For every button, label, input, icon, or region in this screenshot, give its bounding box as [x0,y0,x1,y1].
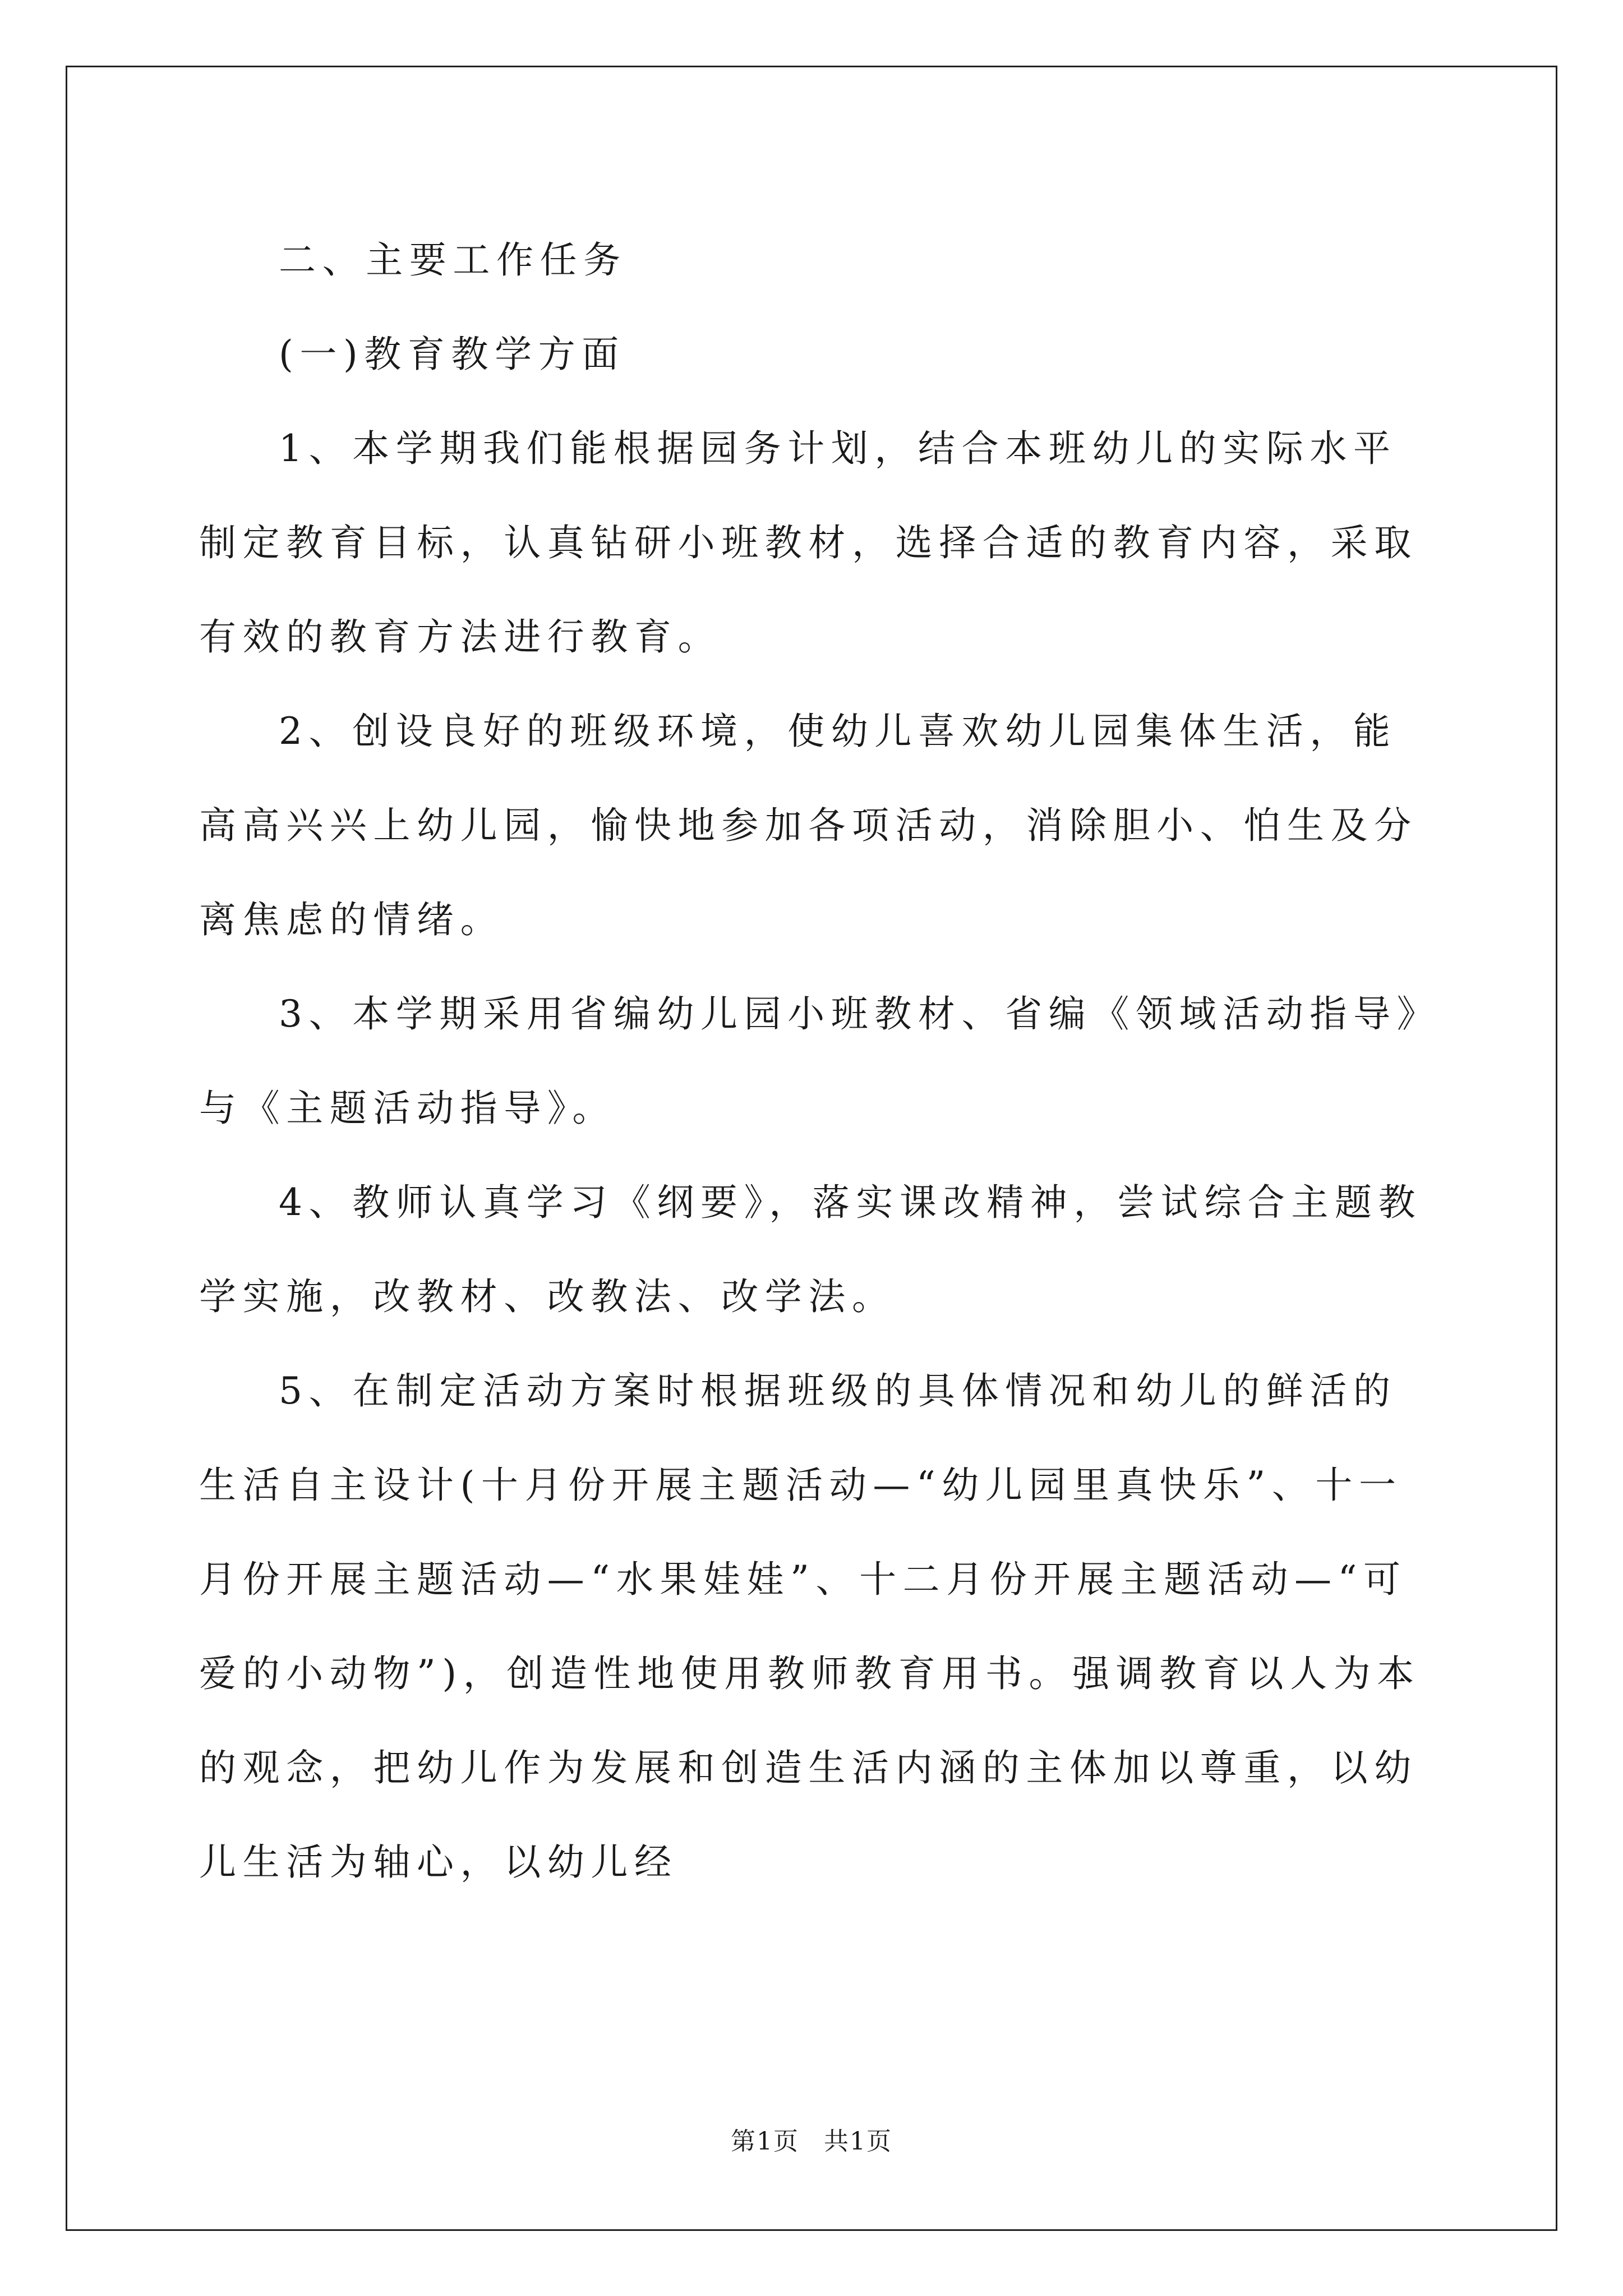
page-number: 第1页 [731,2127,799,2156]
page-total: 共1页 [824,2127,892,2156]
paragraph-3: 3、本学期采用省编幼儿园小班教材、省编《领域活动指导》与《主题活动指导》。 [199,992,1422,1130]
subsection-heading: (一)教育教学方面 [279,333,625,376]
paragraph-5: 5、在制定活动方案时根据班级的具体情况和幼儿的鲜活的生活自主设计(十月份开展主题活动—“幼儿园里真快乐”、十一月份开展主题活动—“水果娃娃”、十二月份开展主题活动—“可爱的小动物”)，创造性地使用教师教育用书。强调教育以人为本的观念，把幼儿作为发展和创造生活内涵的主体加以尊重，以幼儿生活为轴心，以幼儿经 [199,1369,1421,1884]
page-footer [0,2125,1623,2159]
paragraph-2: 2、创设良好的班级环境，使幼儿喜欢幼儿园集体生活，能高高兴兴上幼儿园，愉快地参加各项活动，消除胆小、怕生及分离焦虑的情绪。 [199,710,1418,941]
paragraph-4: 4、教师认真学习《纲要》，落实课改精神，尝试综合主题教学实施，改教材、改教法、改学法。 [199,1181,1422,1318]
section-heading: 二、主要工作任务 [279,238,627,282]
paragraph-1: 1、本学期我们能根据园务计划，结合本班幼儿的实际水平制定教育目标，认真钻研小班教材，选择合适的教育内容，采取有效的教育方法进行教育。 [199,427,1418,659]
document-body [199,213,1427,1910]
